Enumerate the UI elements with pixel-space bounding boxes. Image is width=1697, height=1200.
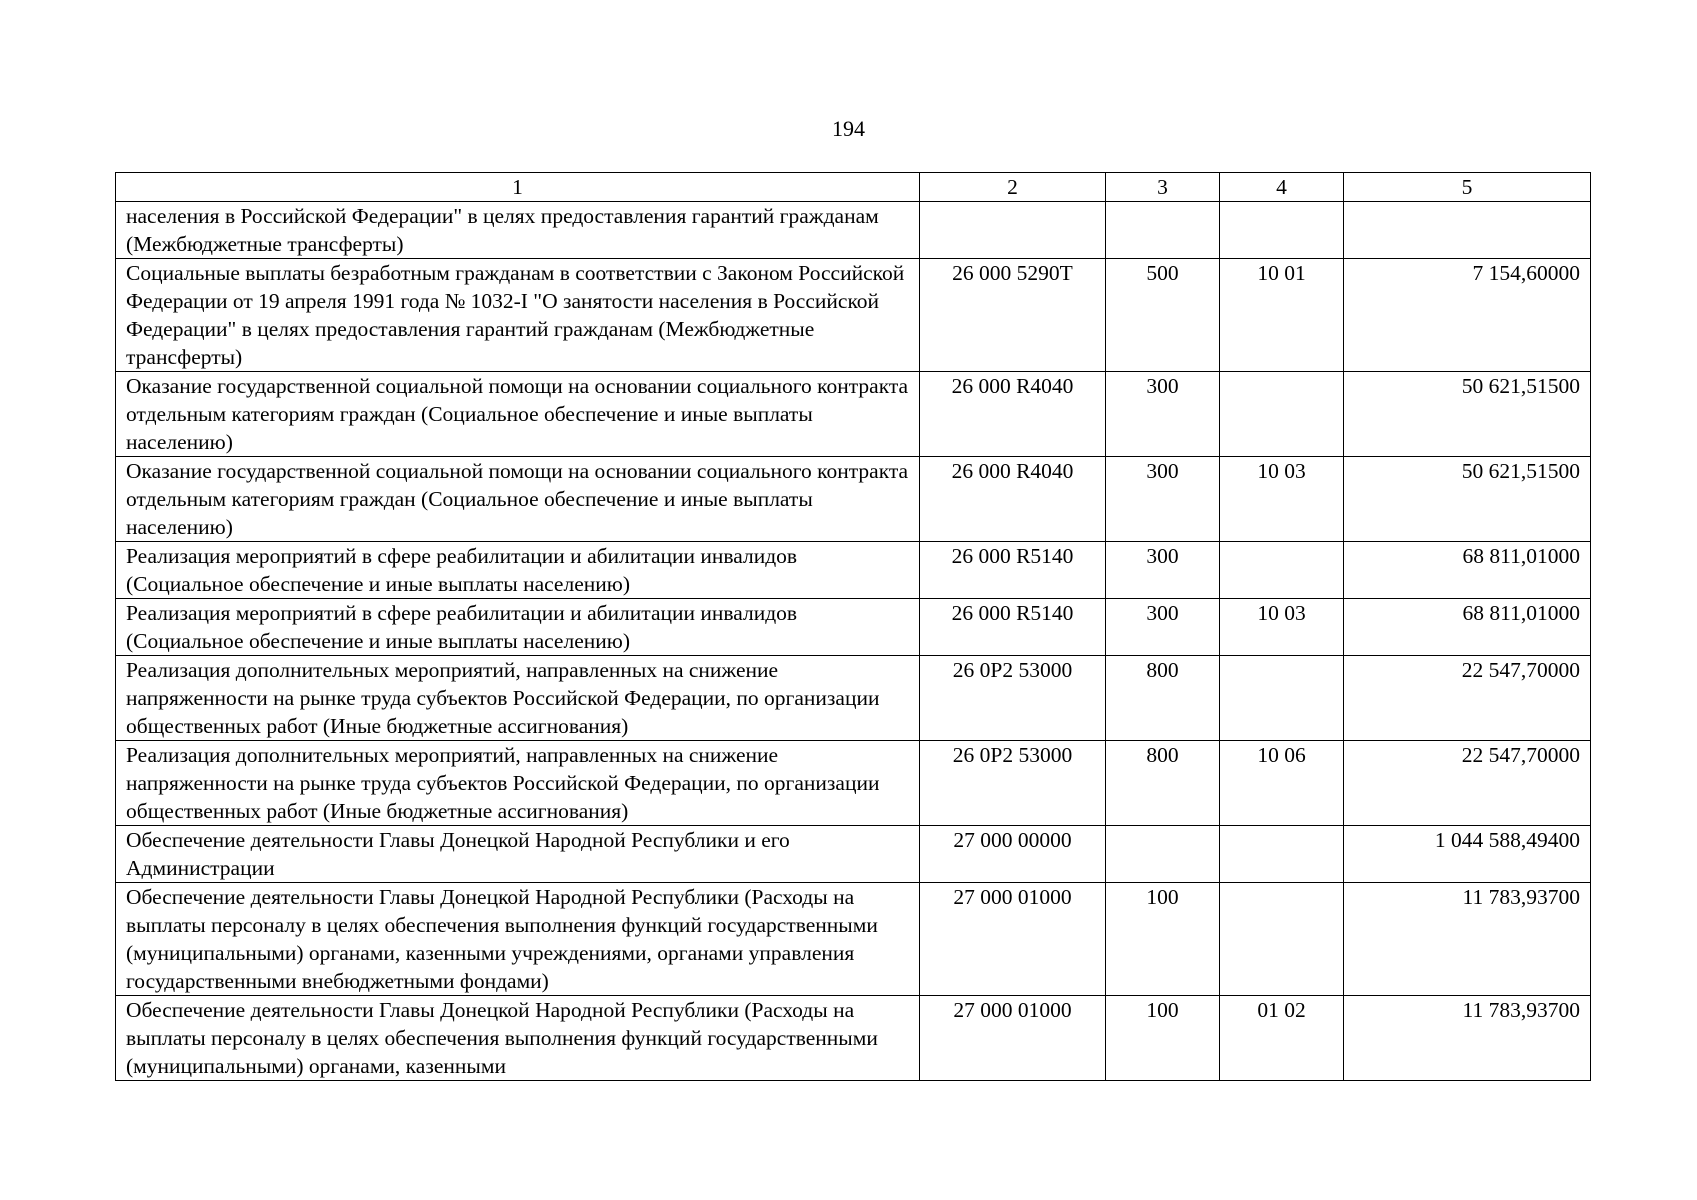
row-target-code: 26 000 R4040 xyxy=(920,457,1106,542)
column-header: 4 xyxy=(1220,173,1344,202)
row-section-code: 10 03 xyxy=(1220,457,1344,542)
row-amount: 11 783,93700 xyxy=(1344,883,1591,996)
row-expense-type: 300 xyxy=(1106,599,1220,656)
row-section-code: 10 06 xyxy=(1220,741,1344,826)
row-expense-type: 800 xyxy=(1106,741,1220,826)
column-header: 5 xyxy=(1344,173,1591,202)
row-description: Обеспечение деятельности Главы Донецкой Народной Республики и его Администрации xyxy=(116,826,920,883)
table-row xyxy=(116,996,1591,1081)
row-amount xyxy=(1344,202,1591,259)
row-amount: 22 547,70000 xyxy=(1344,741,1591,826)
row-amount: 68 811,01000 xyxy=(1344,542,1591,599)
row-amount: 7 154,60000 xyxy=(1344,259,1591,372)
row-target-code: 27 000 01000 xyxy=(920,996,1106,1081)
row-expense-type: 300 xyxy=(1106,372,1220,457)
row-expense-type: 100 xyxy=(1106,883,1220,996)
table-row xyxy=(116,372,1591,457)
table-row xyxy=(116,656,1591,741)
table-row xyxy=(116,599,1591,656)
row-amount: 50 621,51500 xyxy=(1344,457,1591,542)
row-section-code xyxy=(1220,202,1344,259)
row-description: населения в Российской Федерации" в целях предоставления гарантий гражданам (Межбюджетные трансферты) xyxy=(116,202,920,259)
table-row xyxy=(116,542,1591,599)
row-target-code: 26 000 R4040 xyxy=(920,372,1106,457)
row-expense-type: 300 xyxy=(1106,542,1220,599)
row-expense-type: 100 xyxy=(1106,996,1220,1081)
row-description: Обеспечение деятельности Главы Донецкой Народной Республики (Расходы на выплаты персоналу в целях обеспечения выполнения функций государственными (муниципальными) органами, казенными учреждениями, органами управления государственными внебюджетными фондами) xyxy=(116,883,920,996)
row-section-code xyxy=(1220,372,1344,457)
row-target-code xyxy=(920,202,1106,259)
table-header-row xyxy=(116,173,1591,202)
row-target-code: 26 0Р2 53000 xyxy=(920,656,1106,741)
row-section-code xyxy=(1220,883,1344,996)
row-section-code: 01 02 xyxy=(1220,996,1344,1081)
row-target-code: 27 000 01000 xyxy=(920,883,1106,996)
table-row xyxy=(116,202,1591,259)
row-section-code: 10 03 xyxy=(1220,599,1344,656)
budget-table xyxy=(115,172,1591,1081)
row-description: Реализация мероприятий в сфере реабилитации и абилитации инвалидов (Социальное обеспечение и иные выплаты населению) xyxy=(116,599,920,656)
table-row xyxy=(116,259,1591,372)
row-section-code xyxy=(1220,656,1344,741)
row-target-code: 26 000 R5140 xyxy=(920,542,1106,599)
row-amount: 68 811,01000 xyxy=(1344,599,1591,656)
column-header: 2 xyxy=(920,173,1106,202)
row-description: Социальные выплаты безработным гражданам в соответствии с Законом Российской Федерации от 19 апреля 1991 года № 1032-I "О занятости населения в Российской Федерации" в целях предоставления гарантий гражданам (Межбюджетные трансферты) xyxy=(116,259,920,372)
table-row xyxy=(116,457,1591,542)
row-expense-type xyxy=(1106,202,1220,259)
row-expense-type: 500 xyxy=(1106,259,1220,372)
table-row xyxy=(116,826,1591,883)
row-target-code: 26 0Р2 53000 xyxy=(920,741,1106,826)
column-header: 3 xyxy=(1106,173,1220,202)
row-amount: 22 547,70000 xyxy=(1344,656,1591,741)
row-target-code: 26 000 R5140 xyxy=(920,599,1106,656)
row-description: Реализация дополнительных мероприятий, направленных на снижение напряженности на рынке труда субъектов Российской Федерации, по организации общественных работ (Иные бюджетные ассигнования) xyxy=(116,656,920,741)
row-description: Реализация мероприятий в сфере реабилитации и абилитации инвалидов (Социальное обеспечение и иные выплаты населению) xyxy=(116,542,920,599)
row-section-code: 10 01 xyxy=(1220,259,1344,372)
row-amount: 11 783,93700 xyxy=(1344,996,1591,1081)
page-number: 194 xyxy=(832,116,865,141)
row-description: Реализация дополнительных мероприятий, направленных на снижение напряженности на рынке труда субъектов Российской Федерации, по организации общественных работ (Иные бюджетные ассигнования) xyxy=(116,741,920,826)
row-description: Оказание государственной социальной помощи на основании социального контракта отдельным категориям граждан (Социальное обеспечение и иные выплаты населению) xyxy=(116,457,920,542)
row-target-code: 27 000 00000 xyxy=(920,826,1106,883)
row-target-code: 26 000 5290Т xyxy=(920,259,1106,372)
row-amount: 50 621,51500 xyxy=(1344,372,1591,457)
row-description: Оказание государственной социальной помощи на основании социального контракта отдельным категориям граждан (Социальное обеспечение и иные выплаты населению) xyxy=(116,372,920,457)
row-section-code xyxy=(1220,826,1344,883)
row-expense-type: 800 xyxy=(1106,656,1220,741)
table-row xyxy=(116,741,1591,826)
table-row xyxy=(116,883,1591,996)
row-description: Обеспечение деятельности Главы Донецкой Народной Республики (Расходы на выплаты персоналу в целях обеспечения выполнения функций государственными (муниципальными) органами, казенными xyxy=(116,996,920,1081)
row-amount: 1 044 588,49400 xyxy=(1344,826,1591,883)
row-expense-type xyxy=(1106,826,1220,883)
row-section-code xyxy=(1220,542,1344,599)
column-header: 1 xyxy=(116,173,920,202)
row-expense-type: 300 xyxy=(1106,457,1220,542)
